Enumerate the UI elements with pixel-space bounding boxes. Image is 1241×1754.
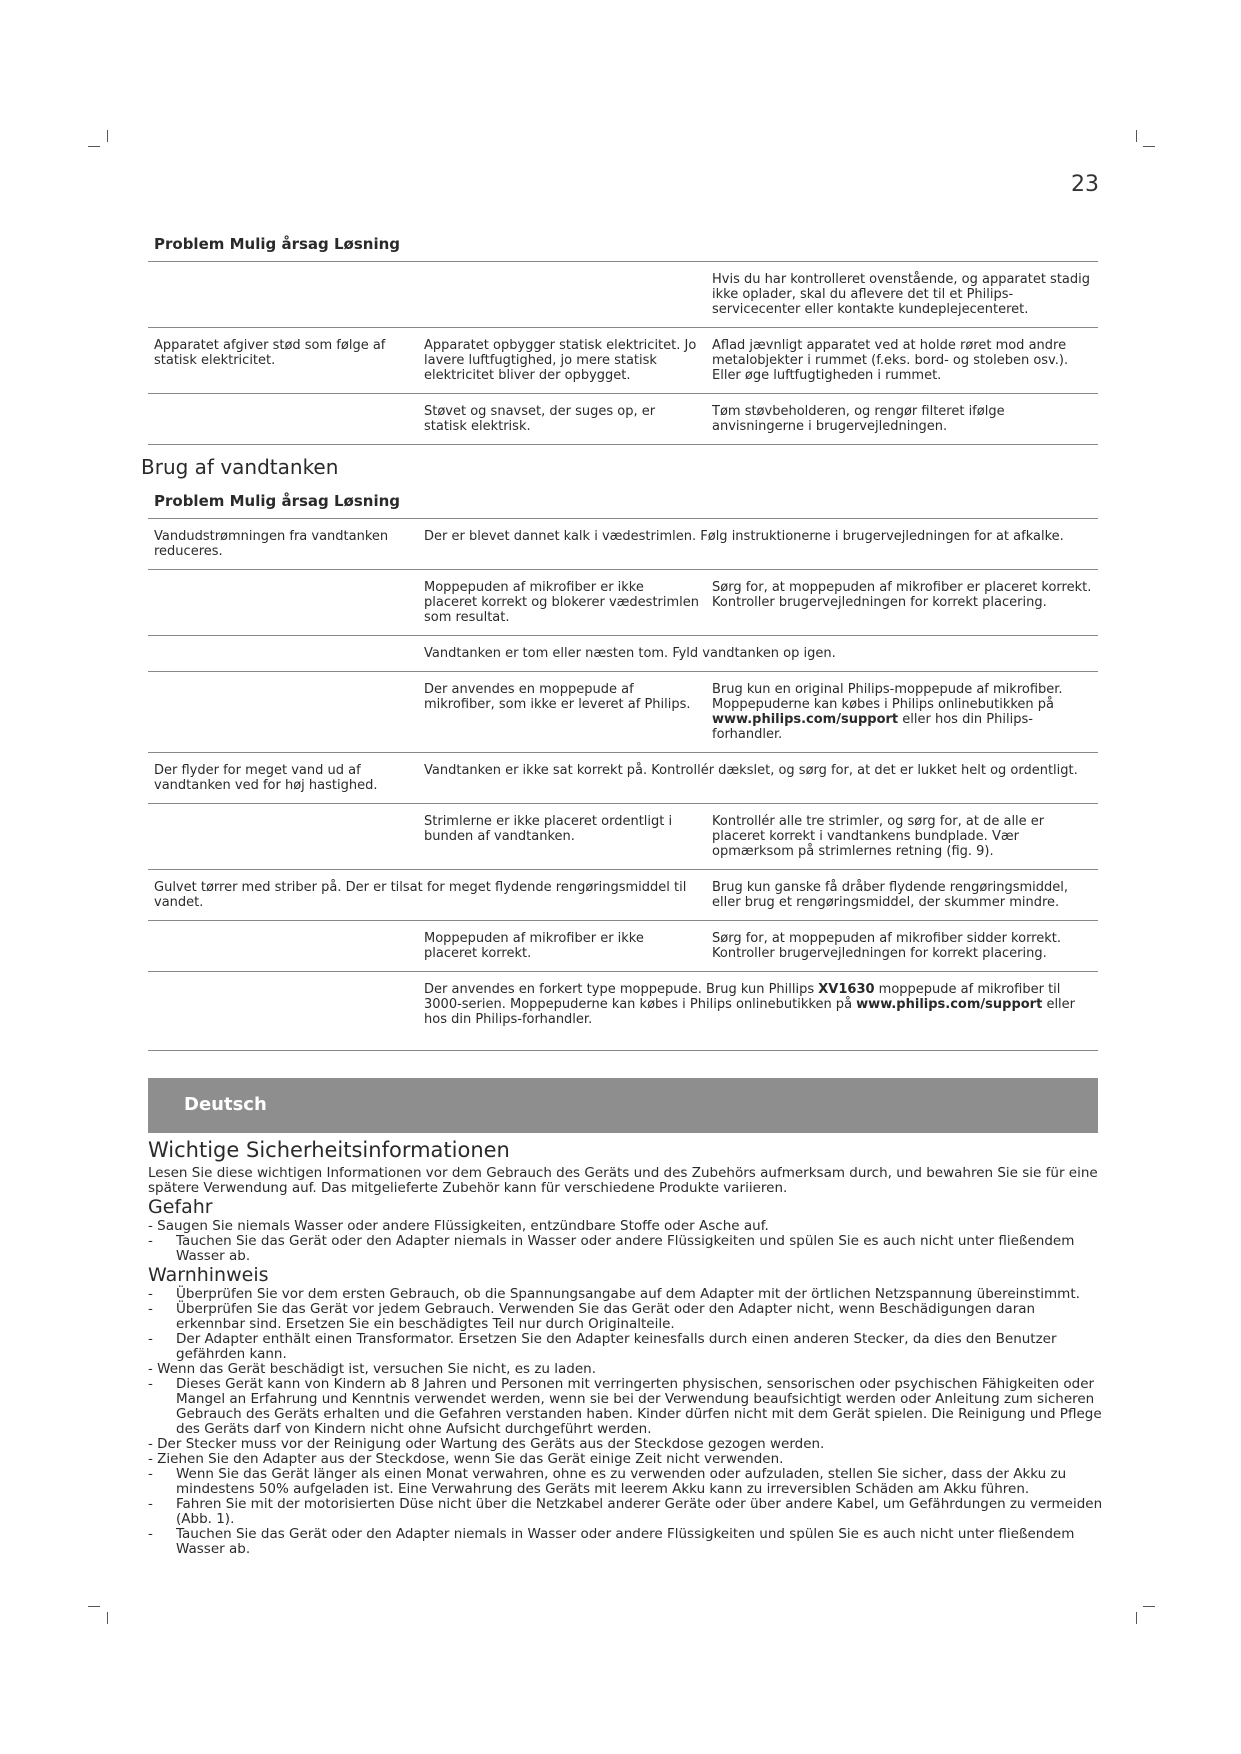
list-text: Der Adapter enthält einen Transformator. Ersetzen Sie den Adapter keinesfalls durch einen anderen Stecker, da dies den Benutzer gefährden kann. [176,1331,1057,1362]
table-row [148,570,1098,636]
table-header: Problem Mulig årsag Løsning [148,487,1098,519]
merged-cell: Der er blevet dannet kalk i vædestrimlen. Følg instruktionerne i brugervejledningen for at afkalke. [424,529,1064,544]
section-title: Brug af vandtanken [141,455,339,479]
bullet-dash: - [148,1233,153,1249]
cause-cell: Støvet og snavset, der suges op, er statisk elektrisk. [424,404,656,434]
solution-text: Brug kun en original Philips-moppepude af mikrofiber. Moppepuderne kan købes i Philips onlinebutikken på [712,682,1063,712]
subsection-title: Gefahr [148,1196,213,1218]
merged-text: Der anvendes en forkert type moppepude. Brug kun Phillips [424,982,819,997]
list-item [148,1497,1103,1527]
list-item [148,1527,1103,1557]
list-text: Tauchen Sie das Gerät oder den Adapter niemals in Wasser oder andere Flüssigkeiten und spülen Sie es auch nicht unter fließendem Wasser ab. [176,1526,1075,1557]
bullet-dash: - [148,1376,153,1392]
solution-cell: Hvis du har kontrolleret ovenstående, og apparatet stadig ikke oplader, skal du aflevere det til et Philips-servicecenter eller kontakte kundeplejecenteret. [712,272,1091,317]
list-item [148,1467,1103,1497]
crop-mark-top-left [107,130,108,142]
language-band [148,1078,1098,1133]
model-number: XV1630 [818,982,875,997]
danish-troubleshooting [141,230,1098,1051]
bullet-dash: - [148,1526,153,1542]
problem-cell [148,636,418,671]
table-row [148,753,1098,804]
solution-cell [706,672,1098,752]
list-text: Wenn Sie das Gerät länger als einen Monat verwahren, ohne es zu verwenden oder aufzuladen, stellen Sie sicher, dass der Akku zu mindestens 50% aufgeladen ist. Eine Verwahrung des Geräts mit leerem Akku kann zu irreversiblen Schäden am Akku führen. [176,1466,1067,1497]
cause-cell: Moppepuden af mikrofiber er ikke placeret korrekt. [424,931,644,961]
crop-mark-top-right [1136,130,1137,142]
crop-mark-bottom-left [107,1612,108,1624]
intro-paragraph: Lesen Sie diese wichtigen Informationen vor dem Gebrauch des Geräts und des Zubehörs aufmerksam durch, und bewahren Sie sie für eine spätere Verwendung auf. Das mitgelieferte Zubehör kann für verschiedene Produkte variieren. [148,1165,1098,1196]
solution-cell: Sørg for, at moppepuden af mikrofiber er placeret korrekt. Kontroller brugervejledningen for korrekt placering. [712,580,1092,610]
solution-text: eller hos din Philips-forhandler. [712,712,1033,742]
language-label: Deutsch [184,1094,267,1115]
solution-cell: Sørg for, at moppepuden af mikrofiber sidder korrekt. Kontroller brugervejledningen for korrekt placering. [712,931,1061,961]
support-link[interactable]: www.philips.com/support [712,712,899,727]
problem-cell [148,804,418,869]
problem-cell: Der flyder for meget vand ud af vandtanken ved for høj hastighed. [154,763,378,793]
solution-cell: Kontrollér alle tre strimler, og sørg for, at de alle er placeret korrekt i vandtankens bundplade. Vær opmærksom på strimlernes retning (fig. 9). [712,814,1045,859]
problem-cell [148,394,418,444]
german-safety-section [148,1138,1103,1557]
list-text: Tauchen Sie das Gerät oder den Adapter niemals in Wasser oder andere Flüssigkeiten und spülen Sie es auch nicht unter fließendem Wasser ab. [176,1233,1075,1264]
table-row [148,328,1098,394]
table-row [148,394,1098,445]
cause-cell: Apparatet opbygger statisk elektricitet. Jo lavere luftfugtighed, jo mere statisk elektricitet bliver der opbygget. [424,338,697,383]
bullet-dash: - [148,1496,153,1512]
list-line: - Wenn das Gerät beschädigt ist, versuchen Sie nicht, es zu laden. [148,1361,597,1377]
merged-cell: Vandtanken er tom eller næsten tom. Fyld vandtanken op igen. [424,646,836,661]
solution-cell: Brug kun ganske få dråber flydende rengøringsmiddel, eller brug et rengøringsmiddel, der skummer mindre. [712,880,1069,910]
merged-cell: Gulvet tørrer med striber på. Der er tilsat for meget flydende rengøringsmiddel til vandet. [154,880,687,910]
cause-cell: Strimlerne er ikke placeret ordentligt i bunden af vandtanken. [424,814,673,844]
merged-text: moppepude af mikrofiber til 3000-serien. Moppepuderne kan købes i Philips onlinebutikken på [424,982,1061,1012]
bullet-dash: - [148,1301,153,1317]
subsection-title: Warnhinweis [148,1264,269,1286]
list-text: Überprüfen Sie vor dem ersten Gebrauch, ob die Spannungsangabe auf dem Adapter mit der örtlichen Netzspannung übereinstimmt. [176,1286,1080,1302]
list-item [148,1302,1103,1332]
problem-cell: Vandudstrømningen fra vandtanken reduceres. [154,529,389,559]
table-row [148,972,1098,1051]
table-row [148,262,1098,328]
problem-cell [148,262,418,327]
list-text: Fahren Sie mit der motorisierten Düse nicht über die Netzkabel anderer Geräte oder über andere Kabel, um Gefährdungen zu vermeiden (Abb. 1). [176,1496,1103,1527]
crop-mark-top-left [88,146,100,147]
table-row [148,870,1098,921]
list-line: - Der Stecker muss vor der Reinigung oder Wartung des Geräts aus der Steckdose gezogen werden. [148,1436,825,1452]
problem-cell [148,570,418,635]
list-text: Überprüfen Sie das Gerät vor jedem Gebrauch. Verwenden Sie das Gerät oder den Adapter nicht, wenn Beschädigungen daran erkennbar sind. Ersetzen Sie ein beschädigtes Teil nur durch Originalteile. [176,1301,1036,1332]
table-row [148,636,1098,672]
crop-mark-bottom-right [1143,1606,1155,1607]
table-row [148,672,1098,753]
table-row [148,519,1098,570]
list-item [148,1287,1103,1302]
crop-mark-top-right [1143,146,1155,147]
table-row [148,804,1098,870]
cause-cell: Moppepuden af mikrofiber er ikke placeret korrekt og blokerer vædestrimlen som resultat. [424,580,700,625]
problem-cell [148,672,418,752]
problem-cell [148,921,418,971]
crop-mark-bottom-left [88,1606,100,1607]
bullet-dash: - [148,1466,153,1482]
cause-cell [418,262,706,327]
list-line: - Ziehen Sie den Adapter aus der Steckdose, wenn Sie das Gerät einige Zeit nicht verwenden. [148,1451,784,1467]
table-row [148,921,1098,972]
merged-text: eller hos din Philips-forhandler. [424,997,1076,1027]
support-link[interactable]: www.philips.com/support [856,997,1043,1012]
section-title: Wichtige Sicherheitsinformationen [148,1138,510,1162]
solution-cell: Aflad jævnligt apparatet ved at holde røret mod andre metalobjekter i rummet (f.eks. bord- og stoleben osv.). Eller øge luftfugtigheden i rummet. [712,338,1069,383]
list-item [148,1332,1103,1362]
table-header: Problem Mulig årsag Løsning [148,230,1098,262]
list-item [148,1377,1103,1437]
cause-cell: Der anvendes en moppepude af mikrofiber, som ikke er leveret af Philips. [424,682,691,712]
page-number: 23 [1071,172,1099,197]
list-line: - Saugen Sie niemals Wasser oder andere Flüssigkeiten, entzündbare Stoffe oder Asche auf. [148,1218,769,1234]
list-item [148,1234,1103,1264]
problem-cell [148,972,418,1050]
crop-mark-bottom-right [1136,1612,1137,1624]
merged-cell [418,972,1098,1050]
problem-cell: Apparatet afgiver stød som følge af statisk elektricitet. [154,338,386,368]
bullet-dash: - [148,1286,153,1302]
bullet-dash: - [148,1331,153,1347]
list-text: Dieses Gerät kann von Kindern ab 8 Jahren und Personen mit verringerten physischen, sensorischen oder psychischen Fähigkeiten oder Mangel an Erfahrung und Kenntnis verwendet werden, wenn sie bei der Verwendung beaufsichtigt werden oder Anleitung zum sicheren Gebrauch des Geräts erhalten und die Gefahren verstanden haben. Kinder dürfen nicht mit dem Gerät spielen. Die Reinigung und Pflege des Geräts darf von Kindern nicht ohne Aufsicht durchgeführt werden. [176,1376,1102,1437]
solution-cell: Tøm støvbeholderen, og rengør filteret ifølge anvisningerne i brugervejledningen. [712,404,1005,434]
merged-cell: Vandtanken er ikke sat korrekt på. Kontrollér dækslet, og sørg for, at det er lukket helt og ordentligt. [424,763,1078,778]
